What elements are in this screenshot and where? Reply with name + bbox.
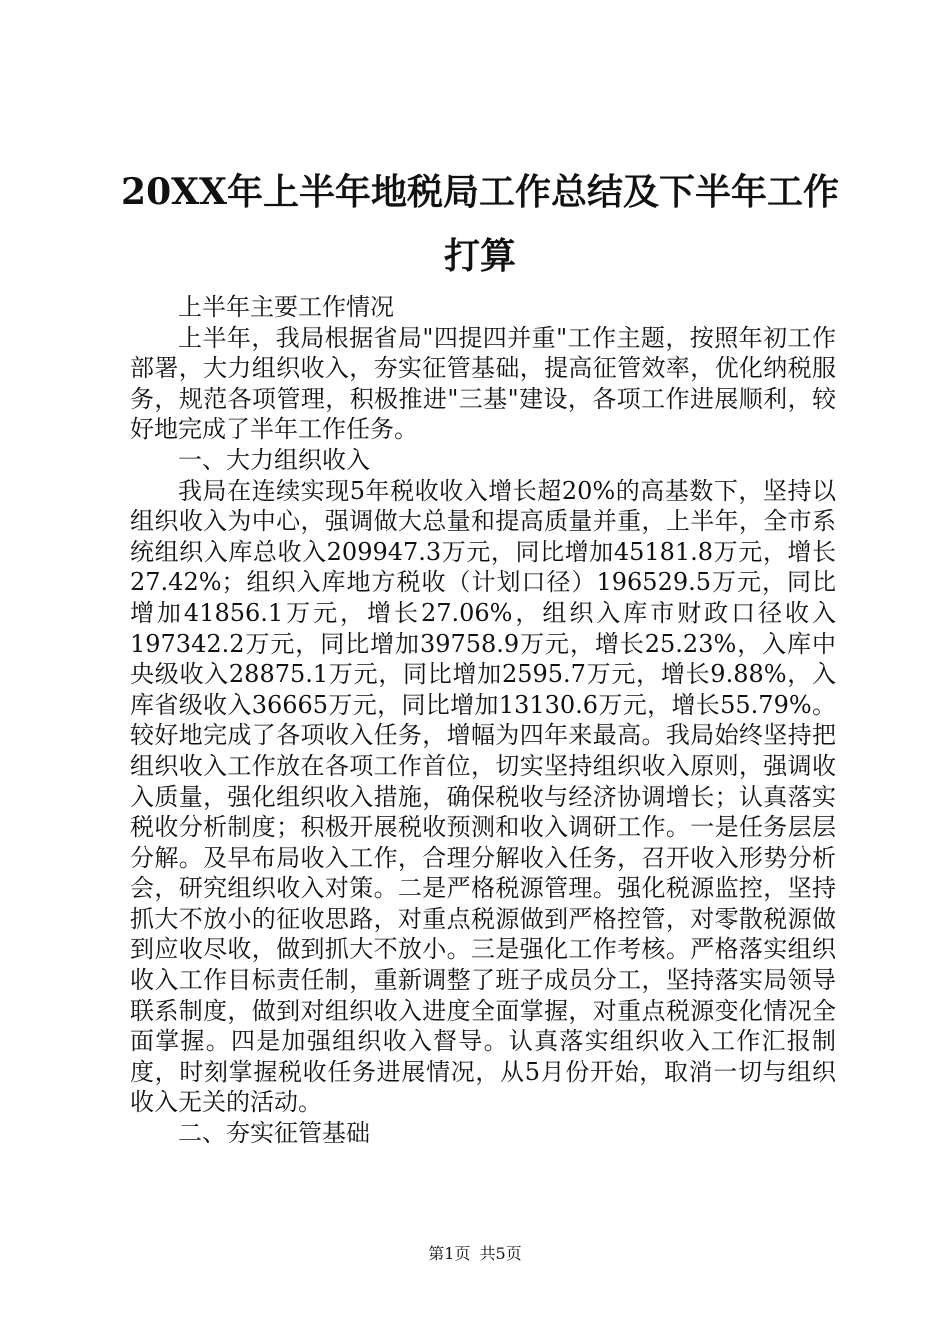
- title-line-1: 20XX年上半年地税局工作总结及下半年工作: [121, 171, 839, 213]
- paragraph-intro: 上半年，我局根据省局"四提四并重"工作主题，按照年初工作部署，大力组织收入，夯实征管基础，提高征管效率，优化纳税服务，规范各项管理，积极推进"三基"建设，各项工作进展顺利，较好地完成了半年工作任务。: [130, 323, 836, 444]
- section-heading-overview: 上半年主要工作情况: [178, 293, 394, 321]
- page-footer: 第1页 共5页: [428, 1244, 522, 1263]
- document-body: [130, 292, 836, 1149]
- section-heading-2: 二、夯实征管基础: [178, 1119, 370, 1148]
- section-heading-1: 一、大力组织收入: [178, 445, 370, 474]
- title-line-2: 打算: [443, 235, 516, 277]
- paragraph-revenue: 我局在连续实现5年税收收入增长超20%的高基数下，坚持以组织收入为中心，强调做大总量和提高质量并重，上半年，全市系统组织入库总收入209947.3万元，同比增加45181.8万元，增长27.42%；组织入库地方税收（计划口径）196529.5万元，同比增加41856.1万元，增长27.06%，组织入库市财政口径收入197342.2万元，同比增加39758.9万元，增长25.23%，入库中央级收入28875.1万元，同比增加2595.7万元，增长9.88%，入库省级收入36665万元，同比增加13130.6万元，增长55.79%。较好地完成了各项收入任务，增幅为四年来最高。我局始终坚持把组织收入工作放在各项工作首位，切实坚持组织收入原则，强调收入质量，强化组织收入措施，确保税收与经济协调增长；认真落实税收分析制度；积极开展税收预测和收入调研工作。一是任务层层分解。及早布局收入工作，合理分解收入任务，召开收入形势分析会，研究组织收入对策。二是严格税源管理。强化税源监控，坚持抓大不放小的征收思路，对重点税源做到严格控管，对零散税源做到应收尽收，做到抓大不放小。三是强化工作考核。严格落实组织收入工作目标责任制，重新调整了班子成员分工，坚持落实局领导联系制度，做到对组织收入进度全面掌握，对重点税源变化情况全面掌握。四是加强组织收入督导。认真落实组织收入工作汇报制度，时刻掌握税收任务进展情况，从5月份开始，取消一切与组织收入无关的活动。: [130, 476, 836, 1117]
- document-title: [100, 160, 860, 288]
